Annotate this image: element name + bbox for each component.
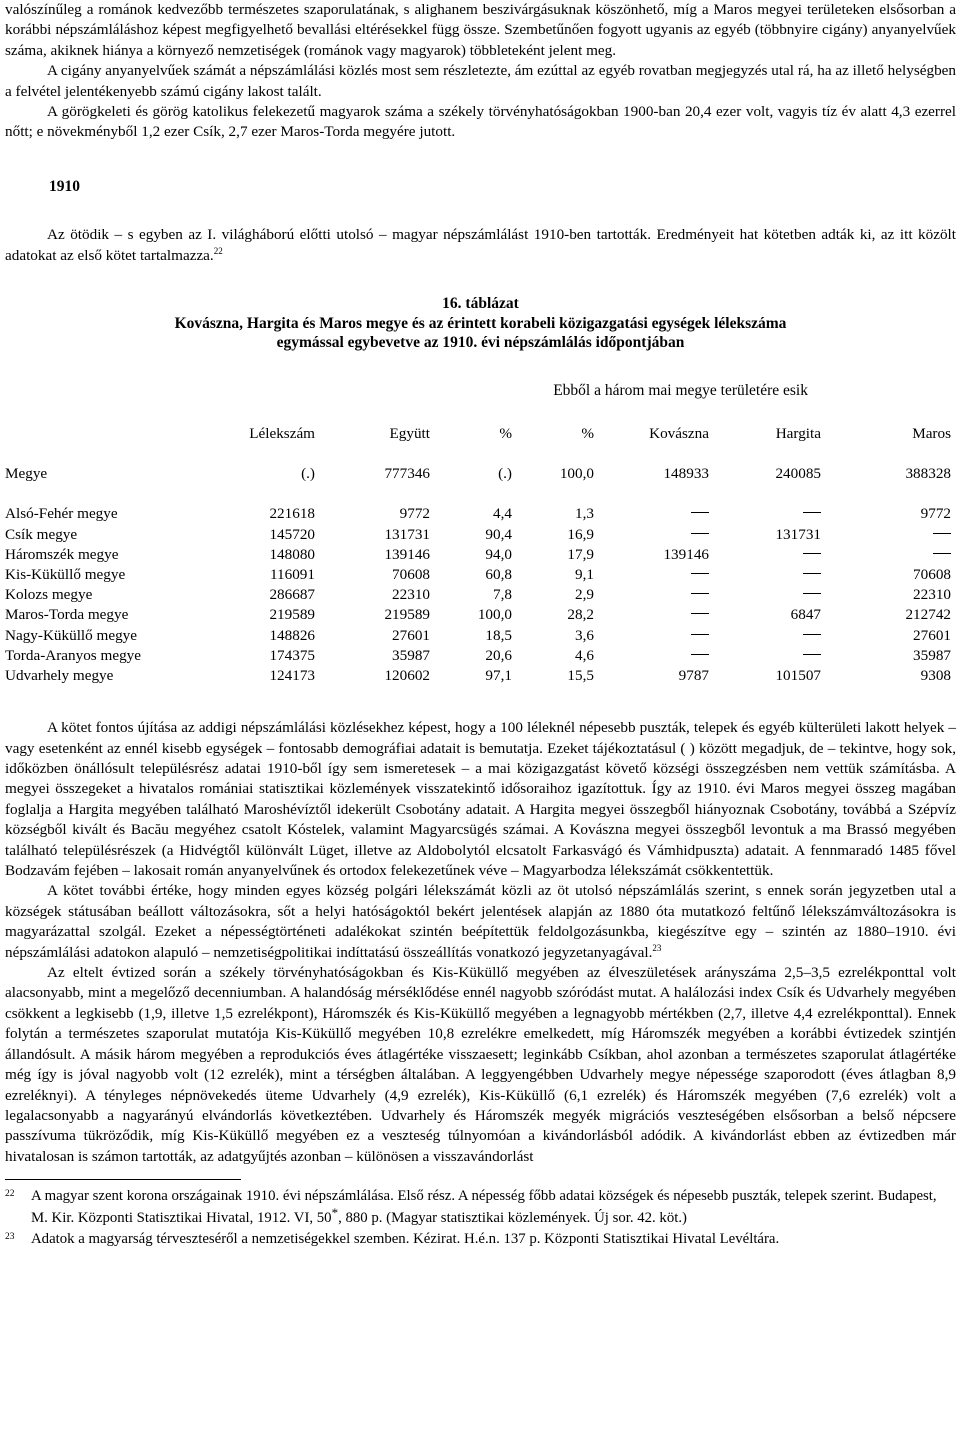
table-title-line2: egymással egybevetve az 1910. évi népszámlálás időpontjában (276, 334, 685, 352)
footnote-number: 23 (5, 1232, 15, 1243)
table-cell: 3,6 (575, 626, 594, 644)
table-cell (594, 646, 709, 666)
table-cell: 219589 (269, 606, 315, 624)
footnote-22 (5, 1186, 956, 1229)
table-cell: 27601 (392, 626, 430, 644)
table-cell: 174375 (269, 646, 315, 664)
table-cell (594, 525, 709, 545)
table-cell (709, 626, 821, 646)
table-cell: 35987 (913, 646, 951, 664)
summary-cell: 240085 (775, 465, 821, 483)
intro-paragraph (5, 225, 956, 266)
row-label-cell: Udvarhely megye (5, 667, 114, 684)
table-cell: 221618 (269, 505, 315, 523)
table-cell (821, 525, 951, 545)
table-cell (709, 585, 821, 605)
footnote-number: 22 (5, 1189, 15, 1200)
footnote-ref-23[interactable]: 23 (652, 942, 662, 953)
table-cell: 219589 (384, 606, 430, 624)
table-cell: 9772 (399, 505, 430, 523)
table-row (5, 545, 951, 565)
table-cell: 131731 (384, 525, 430, 543)
summary-cell: 777346 (384, 465, 430, 483)
header-cell: Együtt (389, 424, 430, 442)
row-label-cell: Háromszék megye (5, 545, 119, 563)
table-cell: 139146 (663, 545, 709, 563)
table-cell: 9308 (920, 667, 951, 684)
summary-cell: 100,0 (559, 465, 594, 483)
summary-cell: (.) (301, 465, 315, 483)
table-cell: 4,6 (575, 646, 594, 664)
header-cell (5, 424, 205, 444)
table-cell: 17,9 (567, 545, 594, 563)
section-heading-year: 1910 (49, 177, 80, 195)
table-cell (821, 545, 951, 565)
table-cell: 16,9 (567, 525, 594, 543)
table-cell: 9787 (678, 667, 709, 684)
dash-mark (691, 593, 709, 594)
row-label-cell: Kis-Küküllő megye (5, 565, 126, 583)
table-row (5, 666, 951, 686)
paragraph: valószínűleg a románok kedvezőbb természetes szaporulatának, s alighanem beszivárgásuknak köszönhető, míg a Maros megyei területeken elsősorban a korábbi népszámláláshoz képest megfigyelhető bevallási eltérésekkel függ össze. Szembetűnően fogyott ugyanis az egyéb (többnyire cigány) anyanyelvűek száma, akiknek hiánya a környező nemzetiségek (románok vagy magyarok) többleteként jelent meg. (5, 1, 956, 59)
dash-mark (933, 533, 951, 534)
dash-mark (803, 593, 821, 594)
footnote-star: * (331, 1204, 339, 1220)
footnote-divider (5, 1179, 241, 1180)
summary-cell: (.) (498, 465, 512, 483)
table-spacer (5, 484, 951, 504)
dash-mark (691, 613, 709, 614)
row-label-cell: Csík megye (5, 525, 78, 543)
table-caption (5, 294, 956, 353)
table-cell (594, 504, 709, 524)
table-row (5, 504, 951, 524)
row-label-cell: Kolozs megye (5, 586, 93, 604)
table-cell: 22310 (392, 586, 430, 604)
table-cell: 6847 (790, 606, 821, 624)
summary-cell: Megye (5, 465, 48, 483)
table-cell: 120602 (384, 667, 430, 684)
summary-cell: 148933 (663, 465, 709, 483)
table-cell: 148826 (269, 626, 315, 644)
table-cell: 70608 (913, 565, 951, 583)
table-spacer (5, 444, 951, 464)
table-cell: 286687 (269, 586, 315, 604)
table-cell: 145720 (269, 525, 315, 543)
row-label-cell: Alsó-Fehér megye (5, 505, 118, 523)
intro-text: Az ötödik – s egyben az I. világháború előtti utolsó – magyar népszámlálást 1910-ben tartották. Eredményeit hat kötetben adták ki, az itt közölt adatokat az első kötet tartalmazza. (5, 226, 956, 264)
dash-mark (691, 654, 709, 655)
dash-mark (933, 553, 951, 554)
table-cell: 212742 (905, 606, 951, 624)
table-cell: 116091 (270, 565, 315, 583)
row-label-cell: Nagy-Küküllő megye (5, 626, 138, 644)
table-row (5, 646, 951, 666)
summary-cell: 388328 (905, 465, 951, 483)
table-cell: 9772 (920, 505, 951, 523)
table-cell: 7,8 (493, 586, 512, 604)
table-cell (709, 646, 821, 666)
header-cell: % (581, 424, 594, 442)
paragraph: Az eltelt évtized során a székely törvényhatóságokban és Kis-Küküllő megyében az élveszületések arányszáma 2,5–3,5 ezrelékponttal volt alacsonyabb, mint a megelőző decenniumban. A halandóság mérséklődése ennél nagyobb szóródást mutat. A halálozási index Csík és Udvarhely megyében csökkent a legkisebb (1,9, illetve 1,5 ezrelékpont), Háromszék és Kis-Küküllő megyében a legnagyobb mértékben (2,7, illetve 4,4 ezrelékponttal). Ennek folytán a természetes szaporulat mutatója Kis-Küküllő megyében 10,8 ezrelékre emelkedett, míg Háromszék megyében a korábbi évtizedek szintjén állandósult. A másik három megyében a reprodukciós éves átlagértéke visszaesett; leginkább Csíkban, ahol azonban a természetes szaporulat átlagértéke még így is jóval nagyobb volt (12 ezrelék), mint a térségben általában. A leggyengébben Udvarhely megye népessége szaporodott (éves átlagban 8,9 ezreléknyi). A tényleges népnövekedés üteme Udvarhely (4,9 ezrelék), Kis-Küküllő (6,1 ezrelék) és Háromszék megyében (7,6 ezrelék) volt a legalacsonyabb a nagyarányú elvándorlás következtében. Udvarhely és Háromszék megyék migrációs veszteségében elsősorban a belső népcsere passzívuma tükröződik, míg Kis-Küküllő megyében ez a veszteség túlnyomóan a kivándorlásból adódik. A kivándorlást ebben az évtizedben már hivatalosan is számon tartották, az adatgyűjtés azonban – különösen a visszavándorlást (5, 964, 956, 1165)
header-cell: Kovászna (649, 424, 709, 442)
table-cell: 70608 (392, 565, 430, 583)
table-row (5, 626, 951, 646)
footnote-text-tail: , 880 p. (Magyar statisztikai közlemények. Új sor. 42. köt.) (338, 1209, 687, 1226)
table-cell: 2,9 (575, 586, 594, 604)
table-cell: 35987 (392, 646, 430, 664)
table-cell (709, 565, 821, 585)
table-cell (709, 504, 821, 524)
dash-mark (691, 533, 709, 534)
table-cell (594, 626, 709, 646)
table-row (5, 605, 951, 625)
table-cell: 131731 (775, 525, 821, 543)
dash-mark (803, 634, 821, 635)
dash-mark (691, 634, 709, 635)
table-cell: 15,5 (567, 667, 594, 684)
row-label-cell: Torda-Aranyos megye (5, 646, 141, 664)
paragraph: A cigány anyanyelvűek számát a népszámlálási közlés most sem részletezte, ám ezúttal az egyéb rovatban megjegyzés utal rá, ha az illető helységben a felvétel jelentékenyebb számú cigány lakost talált. (5, 62, 956, 100)
table-cell: 9,1 (575, 565, 594, 583)
table-row (5, 585, 951, 605)
population-table (5, 424, 951, 686)
document-page (5, 0, 956, 1251)
footnote-text: Adatok a magyarság térveszteséről a nemzetiségekkel szemben. Kézirat. H.é.n. 137 p. Központi Statisztikai Hivatal Levéltára. (31, 1231, 780, 1248)
table-cell (594, 565, 709, 585)
table-row (5, 565, 951, 585)
table-cell: 90,4 (485, 525, 512, 543)
table-cell: 94,0 (485, 545, 512, 563)
table-cell (709, 545, 821, 565)
table-cell: 1,3 (575, 505, 594, 523)
table-cell: 20,6 (485, 646, 512, 664)
footnote-23 (5, 1229, 956, 1251)
row-label-cell: Maros-Torda megye (5, 606, 129, 624)
dash-mark (803, 654, 821, 655)
paragraph (5, 881, 956, 963)
table-row (5, 525, 951, 545)
table-cell (594, 605, 709, 625)
dash-mark (803, 512, 821, 513)
dash-mark (691, 573, 709, 574)
table-title-line1: Kovászna, Hargita és Maros megye és az érintett korabeli közigazgatási egységek lélekszáma (174, 314, 787, 332)
table-number: 16. táblázat (442, 295, 519, 313)
footnote-text: A magyar szent korona országainak 1910. évi népszámlálása. Első rész. A népesség főbb adatai községek és népesebb puszták, telepek szerint. Budapest, M. Kir. Központi Statisztikai Hivatal, 1912. VI, 50 (31, 1188, 937, 1226)
table-cell: 4,4 (493, 505, 512, 523)
table-cell: 27601 (913, 626, 951, 644)
table-cell: 100,0 (477, 606, 512, 624)
table-cell: 148080 (269, 545, 315, 563)
table-cell: 22310 (913, 586, 951, 604)
paragraph: A görögkeleti és görög katolikus felekezetű magyarok száma a székely törvényhatóságokban 1900-ban 20,4 ezer volt, vagyis tíz év alatt 4,3 ezerrel nőtt; e növekményből 1,2 ezer Csík, 2,7 ezer Maros-Torda megyére jutott. (5, 103, 956, 141)
table-cell: 18,5 (485, 626, 512, 644)
table-summary-row (5, 464, 951, 484)
table-cell (594, 585, 709, 605)
table-cell: 28,2 (567, 606, 594, 624)
table-group-header: Ebből a három mai megye területére esik (553, 381, 808, 399)
paragraph: A kötet fontos újítása az addigi népszámlálási közlésekhez képest, hogy a 100 léleknél népesebb puszták, telepek és egyéb külterületi lakott helyek – vagy esetenként az ennél kisebb egységek – fontosabb demográfiai adatait is bemutatja. Ezeket tájékoztatásul ( ) között megadjuk, de – tekintve, hogy sok, időközben önállósult településrész adatai 1910-ből így sem ismeretesek – a mai közigazgatást követő községi összegzésben nem vettük számításba. A megyei összegeket a hivatalos romániai statisztikai közlemények visszatekintő idősoraihoz igazítottuk. Így az 1910. évi Maros megyei összeg magában foglalja a Hargita megyében található Maroshévíztől idekerült Csobotány adatait. A Hargita megyei összegből hiányoznak Csobotány, továbbá a Szépvíz községből kivált és Bacău megyéhez csatolt Kóstelek, valamint Magyarcsügés számai. A Kovászna megyei összegből levontuk a ma Brassó megyében található településrészek (a Hidvégtől különvált Lüget, illetve az Aldobolytól elcsatolt Farkasvágó és Vámhidpuszta) adatait. A fennmaradó 1485 fővel Bodzavám fejében – lakosait román anyanyelvűnek és ortodox felekezetűnek véve – Magyarbodza lélekszámát csökkentettük. (5, 719, 956, 880)
header-cell: Lélekszám (249, 424, 315, 442)
dash-mark (803, 573, 821, 574)
dash-mark (691, 512, 709, 513)
table-cell: 101507 (775, 667, 821, 684)
table-cell: 124173 (269, 667, 315, 684)
dash-mark (803, 553, 821, 554)
header-cell: Maros (912, 424, 951, 442)
header-cell: Hargita (775, 424, 821, 442)
table-cell: 60,8 (485, 565, 512, 583)
table-cell: 139146 (384, 545, 430, 563)
table-header-row (5, 424, 951, 444)
body-text (5, 718, 956, 1167)
header-cell: % (499, 424, 512, 442)
table-cell: 97,1 (485, 667, 512, 684)
paragraph-text: A kötet további értéke, hogy minden egyes község polgári lélekszámát közli az öt utolsó népszámlálás szerint, s ennek során jegyzetben utal a községek státusában beállott változásokra, sőt a helyi hatóságoktól bekért jelentések alapján az 1880 óta mutatkozó feltűnő lélekszámváltozásokra is magyarázattal szolgál. Ezeket a népességtörténeti adalékokat szintén beépítettük feldolgozásunkba, kiegészítve egy – szintén az 1880–1910. évi népszámlálási adatokon alapuló – nemzetiségpolitikai indíttatású összeállítás vonatkozó jegyzetanyagával. (5, 882, 956, 961)
footnote-ref-22[interactable]: 22 (213, 245, 223, 256)
